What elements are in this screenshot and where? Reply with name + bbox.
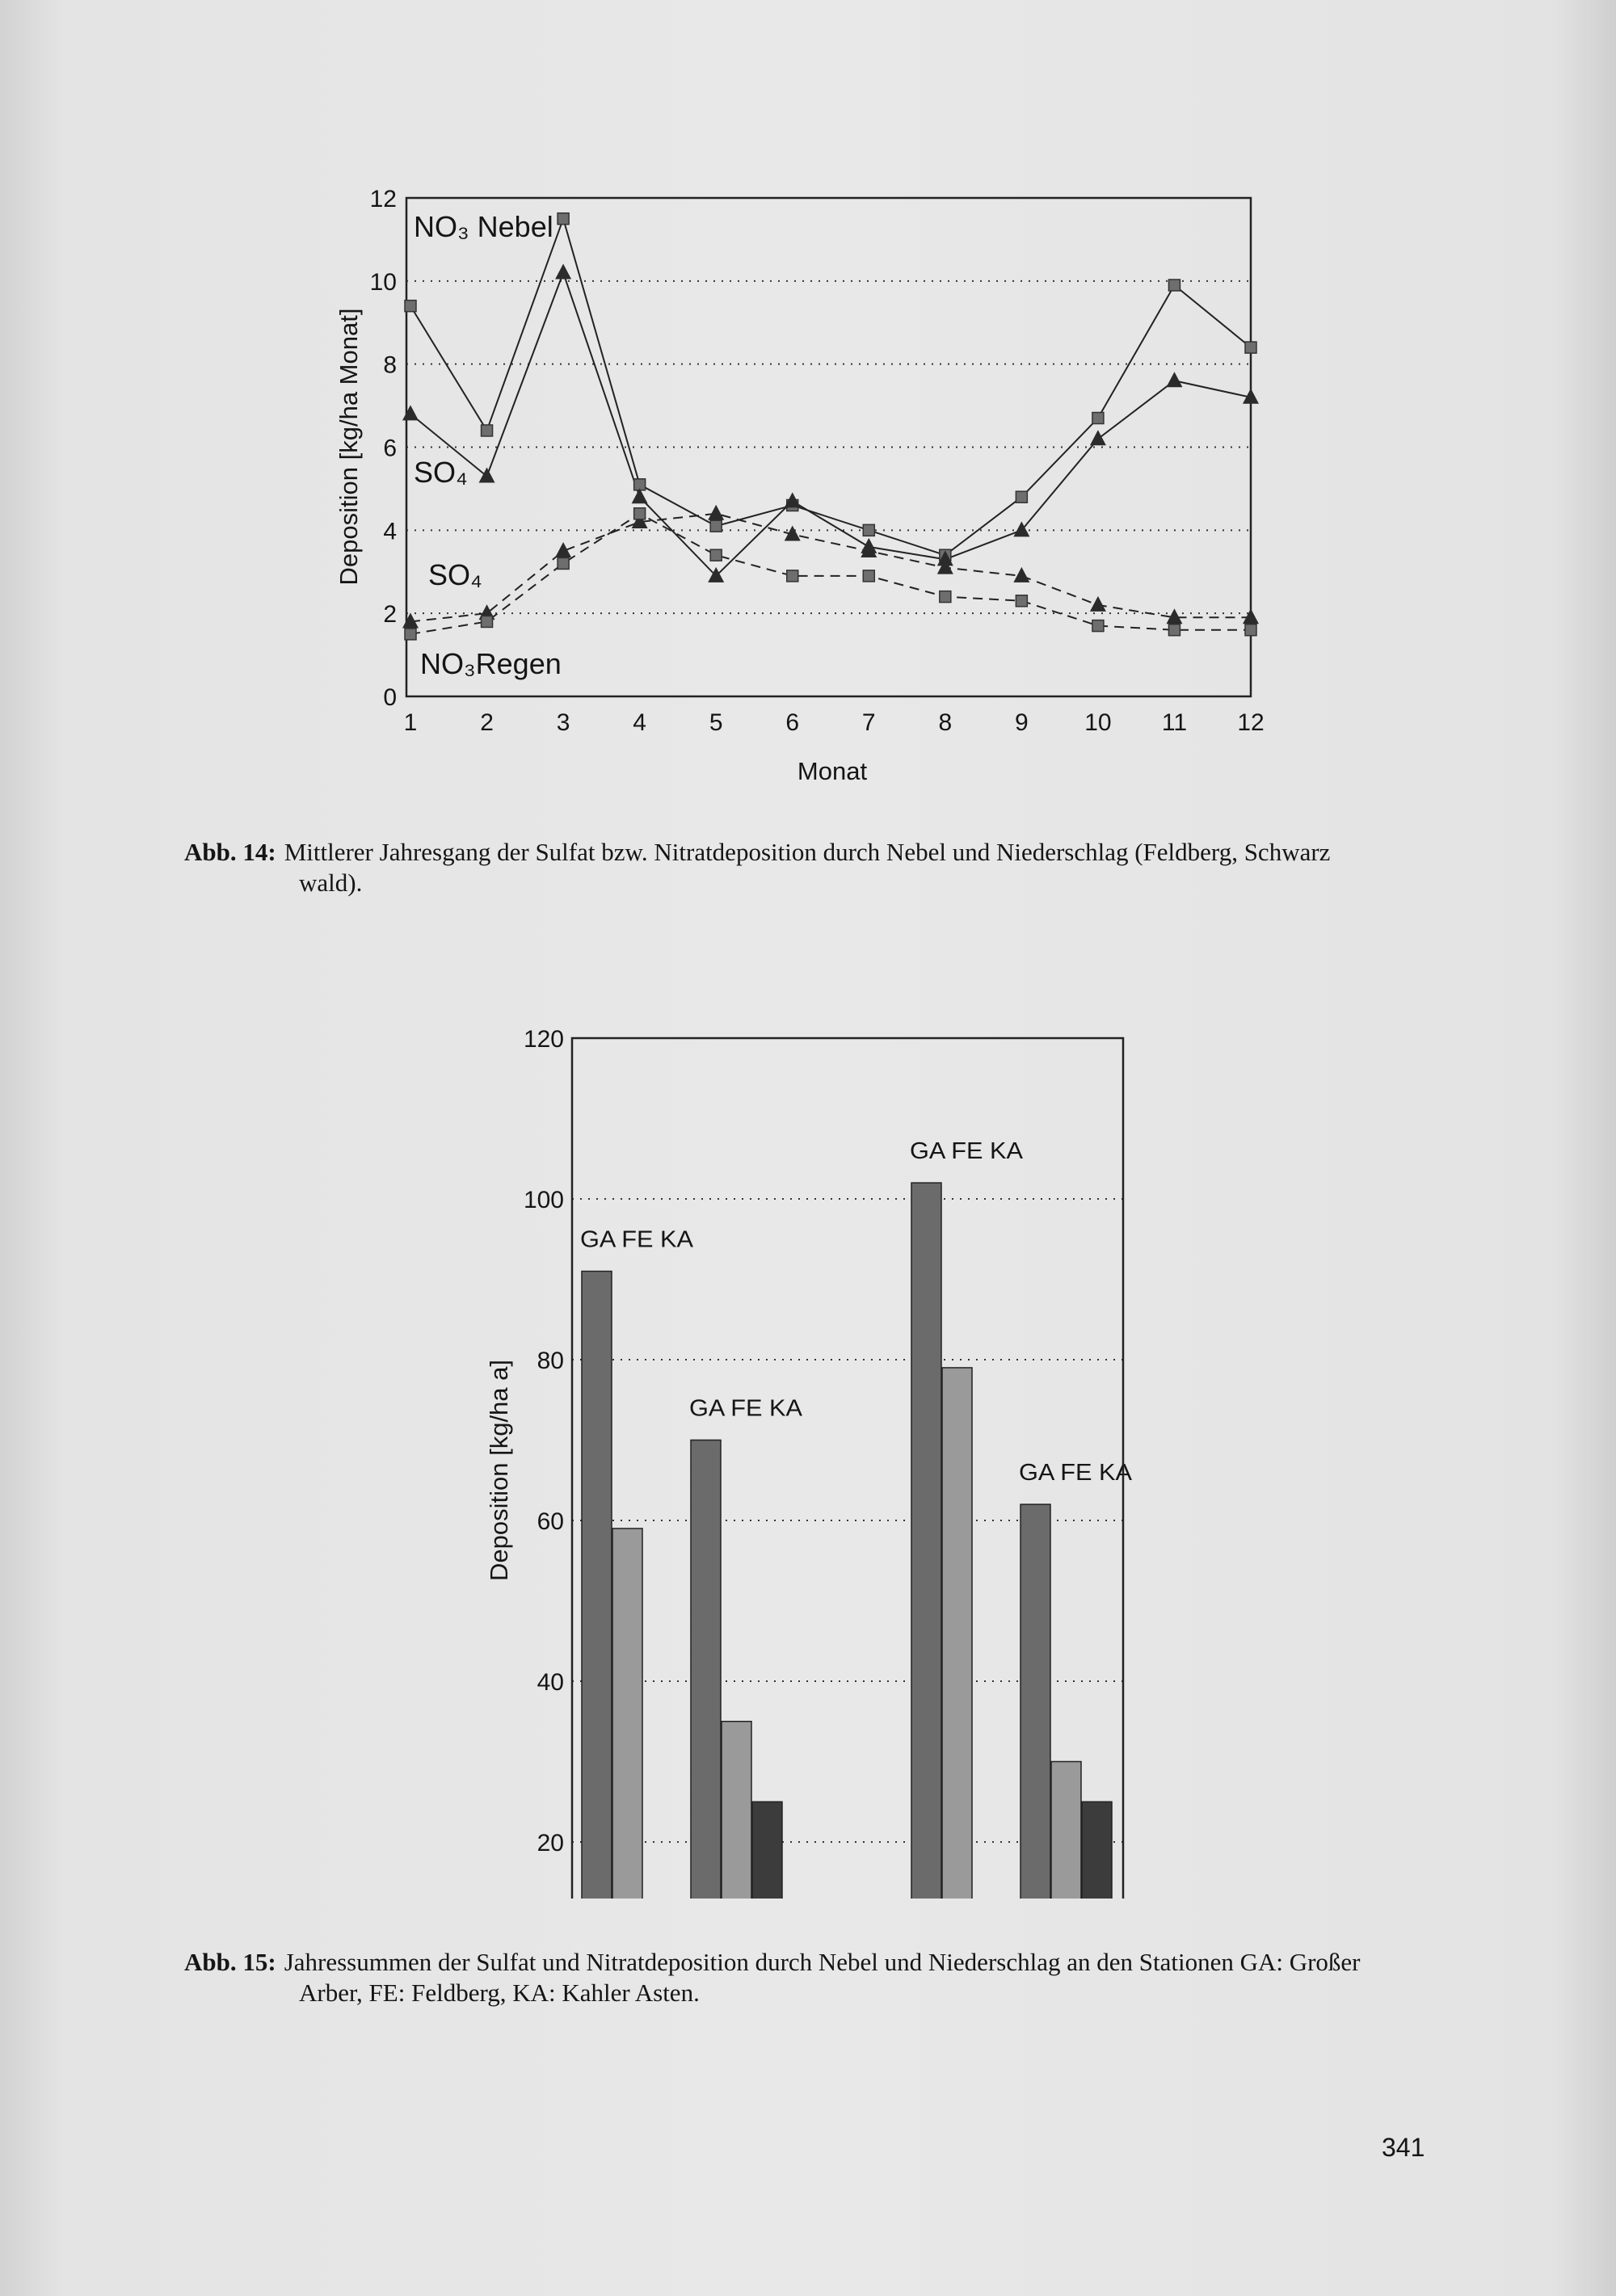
fig14-square-marker [558,213,569,225]
fig14-series-line [410,514,1251,634]
fig14-series-label: NO₃Regen [420,647,562,680]
fig14-square-marker [1092,413,1104,424]
fig14-caption-text: Mittlerer Jahresgang der Sulfat bzw. Nitratdeposition durch Nebel und Niederschlag (Feldberg, Schwarz [284,838,1331,866]
fig14-caption [184,837,1429,898]
fig14-square-marker [863,570,874,582]
fig14-y-tick-label: 2 [383,601,397,629]
fig14-line-chart [0,0,1616,824]
fig14-x-tick-label: 10 [1084,709,1112,736]
fig15-bar-ga [911,1183,941,1899]
fig14-series-label: NO₃ Nebel [414,210,553,243]
fig14-y-tick-label: 8 [383,351,397,379]
fig14-x-tick-label: 11 [1161,709,1188,736]
fig14-square-marker [482,425,493,436]
fig14-y-tick-label: 0 [383,684,397,711]
fig15-caption-text: Jahressummen der Sulfat und Nitratdeposition durch Nebel und Niederschlag an den Stationen GA: Großer [284,1948,1361,1976]
fig15-y-tick-label: 100 [523,1187,564,1213]
fig14-y-tick-label: 6 [383,435,397,462]
fig15-station-label: GA FE KA [689,1395,803,1422]
fig14-square-marker [405,629,416,640]
fig14-y-tick-label: 4 [383,518,397,545]
fig14-plot-frame [406,198,1251,696]
fig14-square-marker [1168,280,1180,291]
fig14-x-tick-label: 7 [861,709,876,736]
fig14-y-axis-label: Deposition [kg/ha Monat] [335,308,363,586]
fig14-triangle-marker [708,505,724,520]
fig14-y-tick-label: 12 [369,186,397,212]
fig14-x-tick-label: 4 [633,709,646,736]
fig15-station-label: GA FE KA [1019,1460,1133,1487]
fig14-x-tick-label: 9 [1015,709,1029,736]
fig14-triangle-marker [555,264,571,280]
fig14-square-marker [1245,624,1256,636]
fig14-triangle-marker [555,542,571,557]
fig15-bar-ga [1021,1504,1050,1899]
fig15-y-tick-label: 120 [523,1026,564,1053]
fig14-square-marker [482,616,493,627]
fig15-y-tick-label: 40 [537,1669,564,1696]
fig14-x-tick-label: 3 [556,709,570,736]
fig14-square-marker [1245,342,1256,353]
fig14-y-tick-label: 10 [369,268,397,296]
fig14-square-marker [710,520,722,532]
fig14-triangle-marker [402,405,419,420]
fig14-triangle-marker [1243,608,1259,624]
fig15-caption [184,1947,1437,2008]
fig14-x-tick-label: 5 [709,709,723,736]
fig14-series-label: SO₄ [428,558,482,591]
fig14-series-line [410,219,1251,555]
fig14-x-tick-label: 6 [785,709,800,736]
fig15-y-tick-label: 20 [537,1830,564,1857]
fig14-square-marker [1016,491,1027,503]
fig15-y-tick-label: 60 [537,1508,564,1535]
fig14-square-marker [634,508,646,519]
fig15-y-axis-label: Deposition [kg/ha a] [485,1359,513,1582]
fig15-bar-ka [1082,1802,1112,1899]
fig14-square-marker [405,301,416,312]
fig15-station-label: GA FE KA [910,1138,1024,1165]
fig14-x-tick-label: 8 [938,709,953,736]
fig14-triangle-marker [1090,596,1106,612]
fig15-bar-fe [722,1722,751,1899]
fig14-square-marker [1016,595,1027,607]
fig14-square-marker [558,557,569,569]
fig14-caption-continuation: wald). [299,868,363,897]
fig15-caption-label: Abb. 15: [184,1948,276,1976]
fig14-square-marker [710,549,722,561]
fig15-bar-fe [612,1529,642,1899]
fig14-square-marker [787,570,798,582]
fig14-square-marker [940,591,951,603]
fig14-caption-label: Abb. 14: [184,838,276,866]
fig14-series-label: SO₄ [414,456,468,489]
fig14-square-marker [1168,624,1180,636]
fig15-bar-chart [0,1010,1616,1899]
fig14-x-tick-label: 2 [480,709,494,736]
fig14-x-tick-label: 1 [403,709,418,736]
fig14-x-axis-label: Monat [797,757,868,785]
fig15-bar-ka [752,1802,782,1899]
fig15-station-label: GA FE KA [580,1226,694,1253]
fig14-triangle-marker [1166,372,1182,387]
fig15-y-tick-label: 80 [537,1348,564,1374]
fig14-square-marker [863,524,874,536]
fig14-triangle-marker [1013,567,1029,582]
fig15-caption-continuation: Arber, FE: Feldberg, KA: Kahler Asten. [299,1979,700,2007]
fig15-bar-fe [942,1368,972,1899]
fig14-square-marker [1092,620,1104,632]
fig14-x-tick-label: 12 [1237,709,1265,736]
fig15-bar-ga [582,1272,612,1899]
fig14-triangle-marker [479,467,495,482]
fig14-triangle-marker [1090,430,1106,445]
page-number: 341 [1382,2133,1425,2162]
fig15-bar-ga [691,1440,721,1899]
fig15-bar-fe [1051,1762,1081,1899]
